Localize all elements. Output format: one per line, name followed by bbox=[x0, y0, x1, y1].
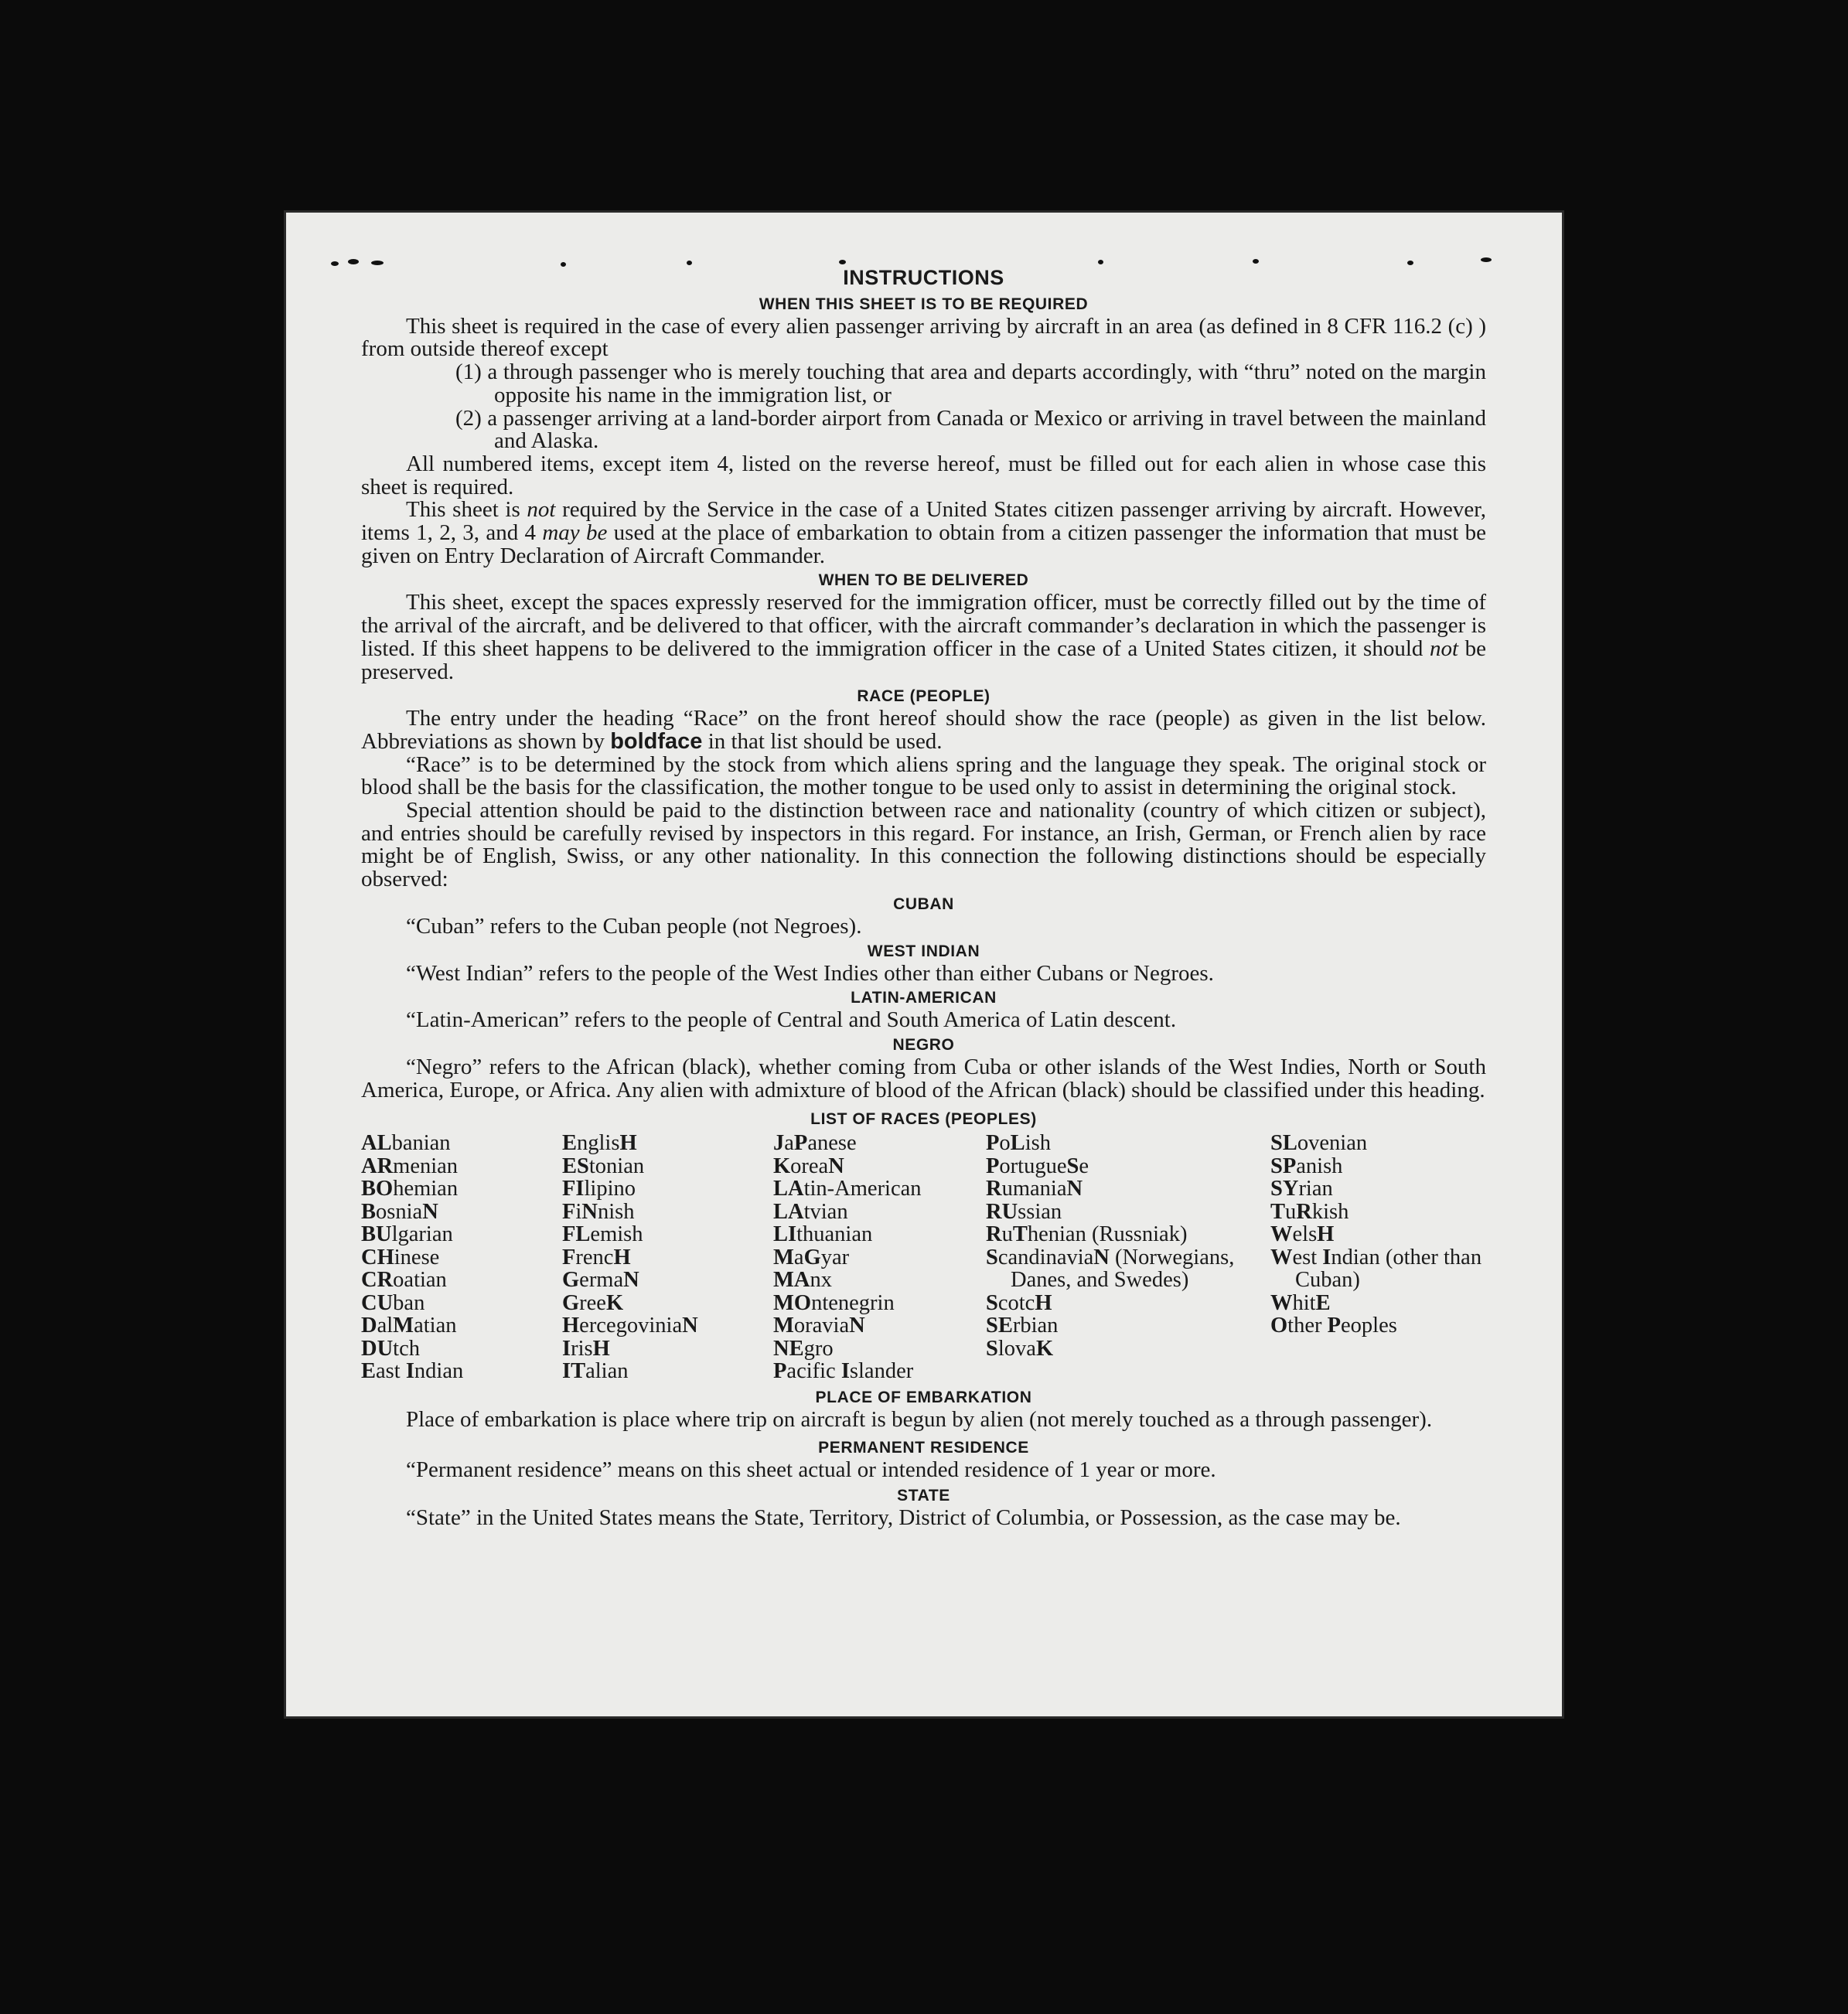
race-entry: SlovaK bbox=[986, 1336, 1054, 1361]
race-entry: SYrian bbox=[1270, 1177, 1333, 1201]
section-heading-list-of-races: LIST OF RACES (PEOPLES) bbox=[810, 1110, 1037, 1129]
race-entry: EStonian bbox=[562, 1154, 645, 1178]
race-entry: GermaN bbox=[562, 1268, 639, 1293]
paragraph: Special attention should be paid to the distinction between race and nationality (country of which citizen or subject), and entries should be carefully revised by inspectors in this regard. For instance, an Irish, German, or French alien by race might be of English, Swiss, or any other nationality. In this connection the following distinctions should be especially observed: bbox=[361, 798, 1486, 892]
race-entry: West Indian (other than Cuban) bbox=[1270, 1245, 1482, 1293]
section-heading-cuban: CUBAN bbox=[893, 895, 954, 913]
page-title: INSTRUCTIONS bbox=[843, 266, 1004, 289]
punch-hole-decoration bbox=[371, 261, 384, 265]
paragraph: “Latin-American” refers to the people of Central and South America of Latin descent. bbox=[406, 1007, 1177, 1033]
section-heading-embarkation: PLACE OF EMBARKATION bbox=[815, 1388, 1032, 1406]
instructions-content bbox=[361, 267, 1486, 1530]
race-entry: NEgro bbox=[773, 1336, 834, 1361]
punch-hole-decoration bbox=[1481, 257, 1492, 262]
paragraph: This sheet is not required by the Service in the case of a United States citizen passenger arriving by aircraft. However, items 1, 2, 3, and 4 may be used at the place of embarkation to obtain from a citizen passenger the information that must be given on Entry Declaration of Aircraft Commander. bbox=[361, 497, 1487, 568]
race-entry: MoraviaN bbox=[773, 1314, 865, 1338]
race-entry: BUlgarian bbox=[361, 1222, 453, 1247]
race-entry: WelsH bbox=[1270, 1222, 1335, 1247]
race-entry: PoLish bbox=[986, 1131, 1051, 1156]
race-entry: EnglisH bbox=[562, 1131, 637, 1156]
race-list bbox=[361, 1132, 1486, 1383]
paragraph: “Race” is to be determined by the stock from which aliens spring and the language they speak. The original stock or blood shall be the basis for the classification, the mother tongue to be used only to assist in determining the original stock. bbox=[361, 751, 1486, 800]
paragraph: Place of embarkation is place where trip on aircraft is begun by alien (not merely touched as a through passenger). bbox=[406, 1406, 1433, 1432]
race-entry: ALbanian bbox=[361, 1131, 451, 1156]
section-heading-state: STATE bbox=[897, 1487, 950, 1505]
paragraph: “Cuban” refers to the Cuban people (not Negroes). bbox=[406, 913, 862, 939]
race-entry: DUtch bbox=[361, 1336, 420, 1361]
race-entry: SLovenian bbox=[1270, 1131, 1368, 1156]
race-entry: MAnx bbox=[773, 1268, 832, 1293]
race-entry: SErbian bbox=[986, 1314, 1059, 1338]
race-entry: IrisH bbox=[562, 1336, 610, 1361]
race-entry: BosniaN bbox=[361, 1199, 438, 1224]
paragraph: This sheet is required in the case of every alien passenger arriving by aircraft in an area (as defined in 8 CFR 116.2 (c) ) from outside thereof except bbox=[361, 313, 1486, 362]
section-heading-when-required: WHEN THIS SHEET IS TO BE REQUIRED bbox=[759, 295, 1089, 313]
section-heading-race: RACE (PEOPLE) bbox=[857, 687, 990, 706]
list-item: (2) a passenger arriving at a land-border airport from Canada or Mexico or arriving in travel between the mainland and Alaska. bbox=[455, 405, 1486, 454]
punch-hole-decoration bbox=[1407, 261, 1413, 265]
race-entry: ScandinaviaN (Norwegians, Danes, and Swedes) bbox=[986, 1245, 1235, 1293]
race-entry: FrencH bbox=[562, 1245, 631, 1269]
race-entry: MaGyar bbox=[773, 1245, 850, 1269]
punch-hole-decoration bbox=[839, 260, 846, 264]
punch-hole-decoration bbox=[687, 261, 692, 265]
race-column bbox=[773, 1132, 986, 1383]
race-entry: PortugueSe bbox=[986, 1154, 1089, 1178]
race-entry: RuThenian (Russniak) bbox=[986, 1222, 1188, 1247]
race-entry: ARmenian bbox=[361, 1154, 459, 1178]
list-item: (1) a through passenger who is merely touching that area and departs accordingly, with “thru” noted on the margin opposite his name in the immigration list, or bbox=[455, 360, 1486, 407]
punch-hole-decoration bbox=[1098, 260, 1103, 264]
paragraph: “Negro” refers to the African (black), whether coming from Cuba or other islands of the West Indies, North or South America, Europe, or Africa. Any alien with admixture of blood of the African (black) should be classified under this heading. bbox=[361, 1054, 1486, 1102]
race-entry: MOntenegrin bbox=[773, 1290, 895, 1315]
race-column bbox=[986, 1132, 1270, 1383]
punch-hole-decoration bbox=[1253, 259, 1259, 264]
race-entry: CHinese bbox=[361, 1245, 440, 1269]
race-entry: FiNnish bbox=[562, 1199, 635, 1224]
race-column bbox=[361, 1132, 562, 1383]
paragraph: All numbered items, except item 4, listed on the reverse hereof, must be filled out for each alien in whose case this sheet is required. bbox=[361, 451, 1486, 499]
race-entry: FLemish bbox=[562, 1222, 643, 1247]
race-entry: East Indian bbox=[361, 1359, 464, 1384]
race-entry: CUban bbox=[361, 1290, 425, 1315]
race-column bbox=[1270, 1132, 1483, 1383]
race-entry: RumaniaN bbox=[986, 1177, 1083, 1201]
race-entry: BOhemian bbox=[361, 1177, 459, 1201]
section-heading-latin-american: LATIN-AMERICAN bbox=[851, 989, 997, 1007]
race-column bbox=[562, 1132, 773, 1383]
race-entry: HercegoviniaN bbox=[562, 1314, 698, 1338]
race-entry: KoreaN bbox=[773, 1154, 844, 1178]
race-entry: Other Peoples bbox=[1270, 1314, 1397, 1338]
section-heading-when-delivered: WHEN TO BE DELIVERED bbox=[818, 571, 1029, 590]
race-entry: WhitE bbox=[1270, 1290, 1331, 1315]
document-sheet bbox=[286, 213, 1562, 1716]
race-entry: ITalian bbox=[562, 1359, 629, 1384]
section-heading-west-indian: WEST INDIAN bbox=[867, 942, 980, 960]
race-entry: GreeK bbox=[562, 1290, 624, 1315]
race-entry: Pacific Islander bbox=[773, 1359, 914, 1384]
race-entry: LAtin-American bbox=[773, 1177, 922, 1201]
paragraph: The entry under the heading “Race” on the front hereof should show the race (people) as given in the list below. Abbreviations as shown by boldface in that list should be used. bbox=[361, 706, 1486, 754]
race-entry: DalMatian bbox=[361, 1314, 457, 1338]
section-heading-residence: PERMANENT RESIDENCE bbox=[818, 1438, 1029, 1457]
race-entry: ScotcH bbox=[986, 1290, 1052, 1315]
race-entry: LIthuanian bbox=[773, 1222, 873, 1247]
race-entry: FIlipino bbox=[562, 1177, 636, 1201]
race-entry: RUssian bbox=[986, 1199, 1062, 1224]
paragraph: “Permanent residence” means on this sheet actual or intended residence of 1 year or more. bbox=[406, 1457, 1216, 1482]
race-entry: SPanish bbox=[1270, 1154, 1343, 1178]
paragraph: “State” in the United States means the State, Territory, District of Columbia, or Possession, as the case may be. bbox=[406, 1505, 1401, 1531]
race-entry: TuRkish bbox=[1270, 1199, 1349, 1224]
punch-hole-decoration bbox=[331, 261, 339, 266]
paragraph: This sheet, except the spaces expressly reserved for the immigration officer, must be correctly filled out by the time of the arrival of the aircraft, and be delivered to that officer, with the aircraft commander’s declaration in which the passenger is listed. If this sheet happens to be delivered to the immigration officer in the case of a United States citizen, it should not be preserved. bbox=[361, 590, 1486, 684]
race-entry: CRoatian bbox=[361, 1268, 447, 1293]
punch-hole-decoration bbox=[348, 259, 359, 264]
race-entry: JaPanese bbox=[773, 1131, 857, 1156]
paragraph: “West Indian” refers to the people of the West Indies other than either Cubans or Negroes. bbox=[406, 960, 1214, 986]
race-entry: LAtvian bbox=[773, 1199, 848, 1224]
section-heading-negro: NEGRO bbox=[892, 1035, 955, 1054]
